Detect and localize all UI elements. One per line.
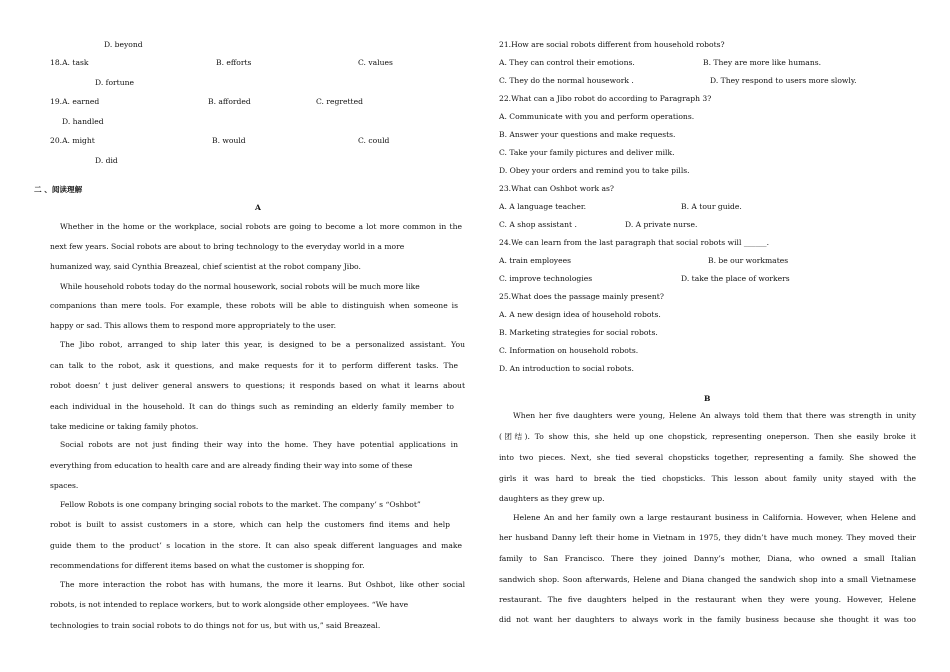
option-21-c: C. They do the normal housework .: [499, 76, 634, 85]
option-25-a: A. A new design idea of household robots.: [499, 310, 661, 319]
passage-a-title: A: [255, 203, 261, 212]
option-19-c: C. regretted: [316, 97, 363, 106]
passage-a-line: humanized way, said Cynthia Breazeal, chief scientist at the robot company Jibo.: [50, 262, 361, 271]
passage-a-line: technologies to train social robots to do things not for us, but with us,” said Breazeal.: [50, 621, 381, 630]
passage-b-line: (团结). To show this, she held up one chopstick, representing oneperson. Then she easily broke it: [499, 432, 916, 441]
passage-a-line: The Jibo robot, arranged to ship later this year, is designed to be a personalized assistant. You: [60, 340, 465, 349]
option-24-b: B. be our workmates: [708, 256, 789, 265]
option-23-b: B. A tour guide.: [681, 202, 742, 211]
option-19-a: 19.A. earned: [50, 97, 100, 106]
passage-a-line: The more interaction the robot has with humans, the more it learns. But Oshbot, like other social: [60, 580, 465, 589]
option-24-d: D. take the place of workers: [681, 274, 790, 283]
passage-a-line: While household robots today do the normal housework, social robots will be much more like: [60, 282, 420, 291]
option-22-a: A. Communicate with you and perform operations.: [499, 112, 695, 121]
question-24: 24.We can learn from the last paragraph that social robots will ______.: [499, 238, 770, 247]
option-25-c: C. Information on household robots.: [499, 346, 639, 355]
passage-b-line: sandwich shop. Soon afterwards, Helene and Diana changed the sandwich shop into a small Vietnamese: [499, 575, 916, 584]
passage-a-line: robot doesn’ t just deliver general answers to questions; it responds based on what it learns about: [50, 381, 465, 390]
option-24-a: A. train employees: [499, 256, 571, 265]
option-22-d: D. Obey your orders and remind you to take pills.: [499, 166, 690, 175]
passage-a-line: robot is built to assist customers in a store, which can help the customers find items and help: [50, 520, 450, 529]
passage-a-line: take medicine or taking family photos.: [50, 422, 199, 431]
passage-b-line: her husband Danny left their home in Vietnam in 1975, they didn’t have much money. They moved their: [499, 533, 916, 542]
option-20-a: 20.A. might: [50, 136, 95, 145]
passage-b-line: Helene An and her family own a large restaurant business in California. However, when Helene and: [513, 513, 916, 522]
option-21-b: B. They are more like humans.: [703, 58, 822, 67]
option-17-d: D. beyond: [104, 40, 143, 49]
passage-a-line: each individual in the household. It can do things such as reminding an elderly family member to: [50, 402, 454, 411]
question-21: 21.How are social robots different from household robots?: [499, 40, 725, 49]
passage-b-line: girls it was hard to break the tied chopsticks. This lesson about family unity stayed with the: [499, 474, 916, 483]
passage-b-line: family to San Francisco. There they joined Danny’s mother, Diana, who owned a small Italian: [499, 554, 916, 563]
option-18-c: C. values: [358, 58, 393, 67]
passage-b-line: When her five daughters were young, Helene An always told them that there was strength in unity: [513, 411, 916, 420]
option-19-b: B. afforded: [208, 97, 251, 106]
passage-a-line: spaces.: [50, 481, 79, 490]
option-18-b: B. efforts: [216, 58, 252, 67]
option-23-c: C. A shop assistant .: [499, 220, 577, 229]
option-25-b: B. Marketing strategies for social robots.: [499, 328, 658, 337]
option-18-d: D. fortune: [95, 78, 134, 87]
passage-a-line: next few years. Social robots are about to bring technology to the everyday world in a more: [50, 242, 405, 251]
question-23: 23.What can Oshbot work as?: [499, 184, 614, 193]
option-25-d: D. An introduction to social robots.: [499, 364, 634, 373]
passage-a-line: Fellow Robots is one company bringing social robots to the market. The company’ s “Oshbot”: [60, 500, 421, 509]
passage-b-title: B: [704, 394, 711, 403]
passage-a-line: robots, is not intended to replace workers, but to work alongside other employees. “We have: [50, 600, 409, 609]
option-20-b: B. would: [212, 136, 246, 145]
passage-a-line: guide them to the product’ s location in the store. It can also speak different languages and make: [50, 541, 462, 550]
option-20-c: C. could: [358, 136, 390, 145]
option-20-d: D. did: [95, 156, 118, 165]
option-23-a: A. A language teacher.: [499, 202, 587, 211]
passage-a-line: everything from education to health care and are already finding their way into some of these: [50, 461, 413, 470]
passage-b-line: did not want her daughters to always work in the family business because she thought it was too: [499, 615, 916, 624]
option-19-d: D. handled: [62, 117, 104, 126]
option-23-d: D. A private nurse.: [625, 220, 698, 229]
section-heading: 二 、阅读理解: [34, 185, 83, 194]
passage-a-line: Whether in the home or the workplace, social robots are going to become a lot more common in the: [60, 222, 462, 231]
question-22: 22.What can a Jibo robot do according to Paragraph 3?: [499, 94, 712, 103]
option-21-a: A. They can control their emotions.: [499, 58, 635, 67]
question-25: 25.What does the passage mainly present?: [499, 292, 664, 301]
passage-a-line: Social robots are not just finding their way into the home. They have potential applications in: [60, 440, 458, 449]
passage-b-line: restaurant. The five daughters helped in the restaurant when they were young. However, Helene: [499, 595, 916, 604]
option-22-b: B. Answer your questions and make requests.: [499, 130, 676, 139]
option-21-d: D. They respond to users more slowly.: [710, 76, 857, 85]
passage-a-line: can talk to the robot, ask it questions, and make requests for it to perform different tasks. The: [50, 361, 458, 370]
passage-a-line: companions than mere tools. For example, these robots will be able to distinguish when someone is: [50, 301, 458, 310]
option-22-c: C. Take your family pictures and deliver milk.: [499, 148, 675, 157]
passage-b-line: daughters as they grew up.: [499, 494, 605, 503]
passage-a-line: recommendations for different items based on what the customer is shopping for.: [50, 561, 365, 570]
option-24-c: C. improve technologies: [499, 274, 593, 283]
option-18-a: 18.A. task: [50, 58, 89, 67]
passage-a-line: happy or sad. This allows them to respond more appropriately to the user.: [50, 321, 337, 330]
passage-b-line: into two pieces. Next, she tied several chopsticks together, representing a family. She showed the: [499, 453, 916, 462]
